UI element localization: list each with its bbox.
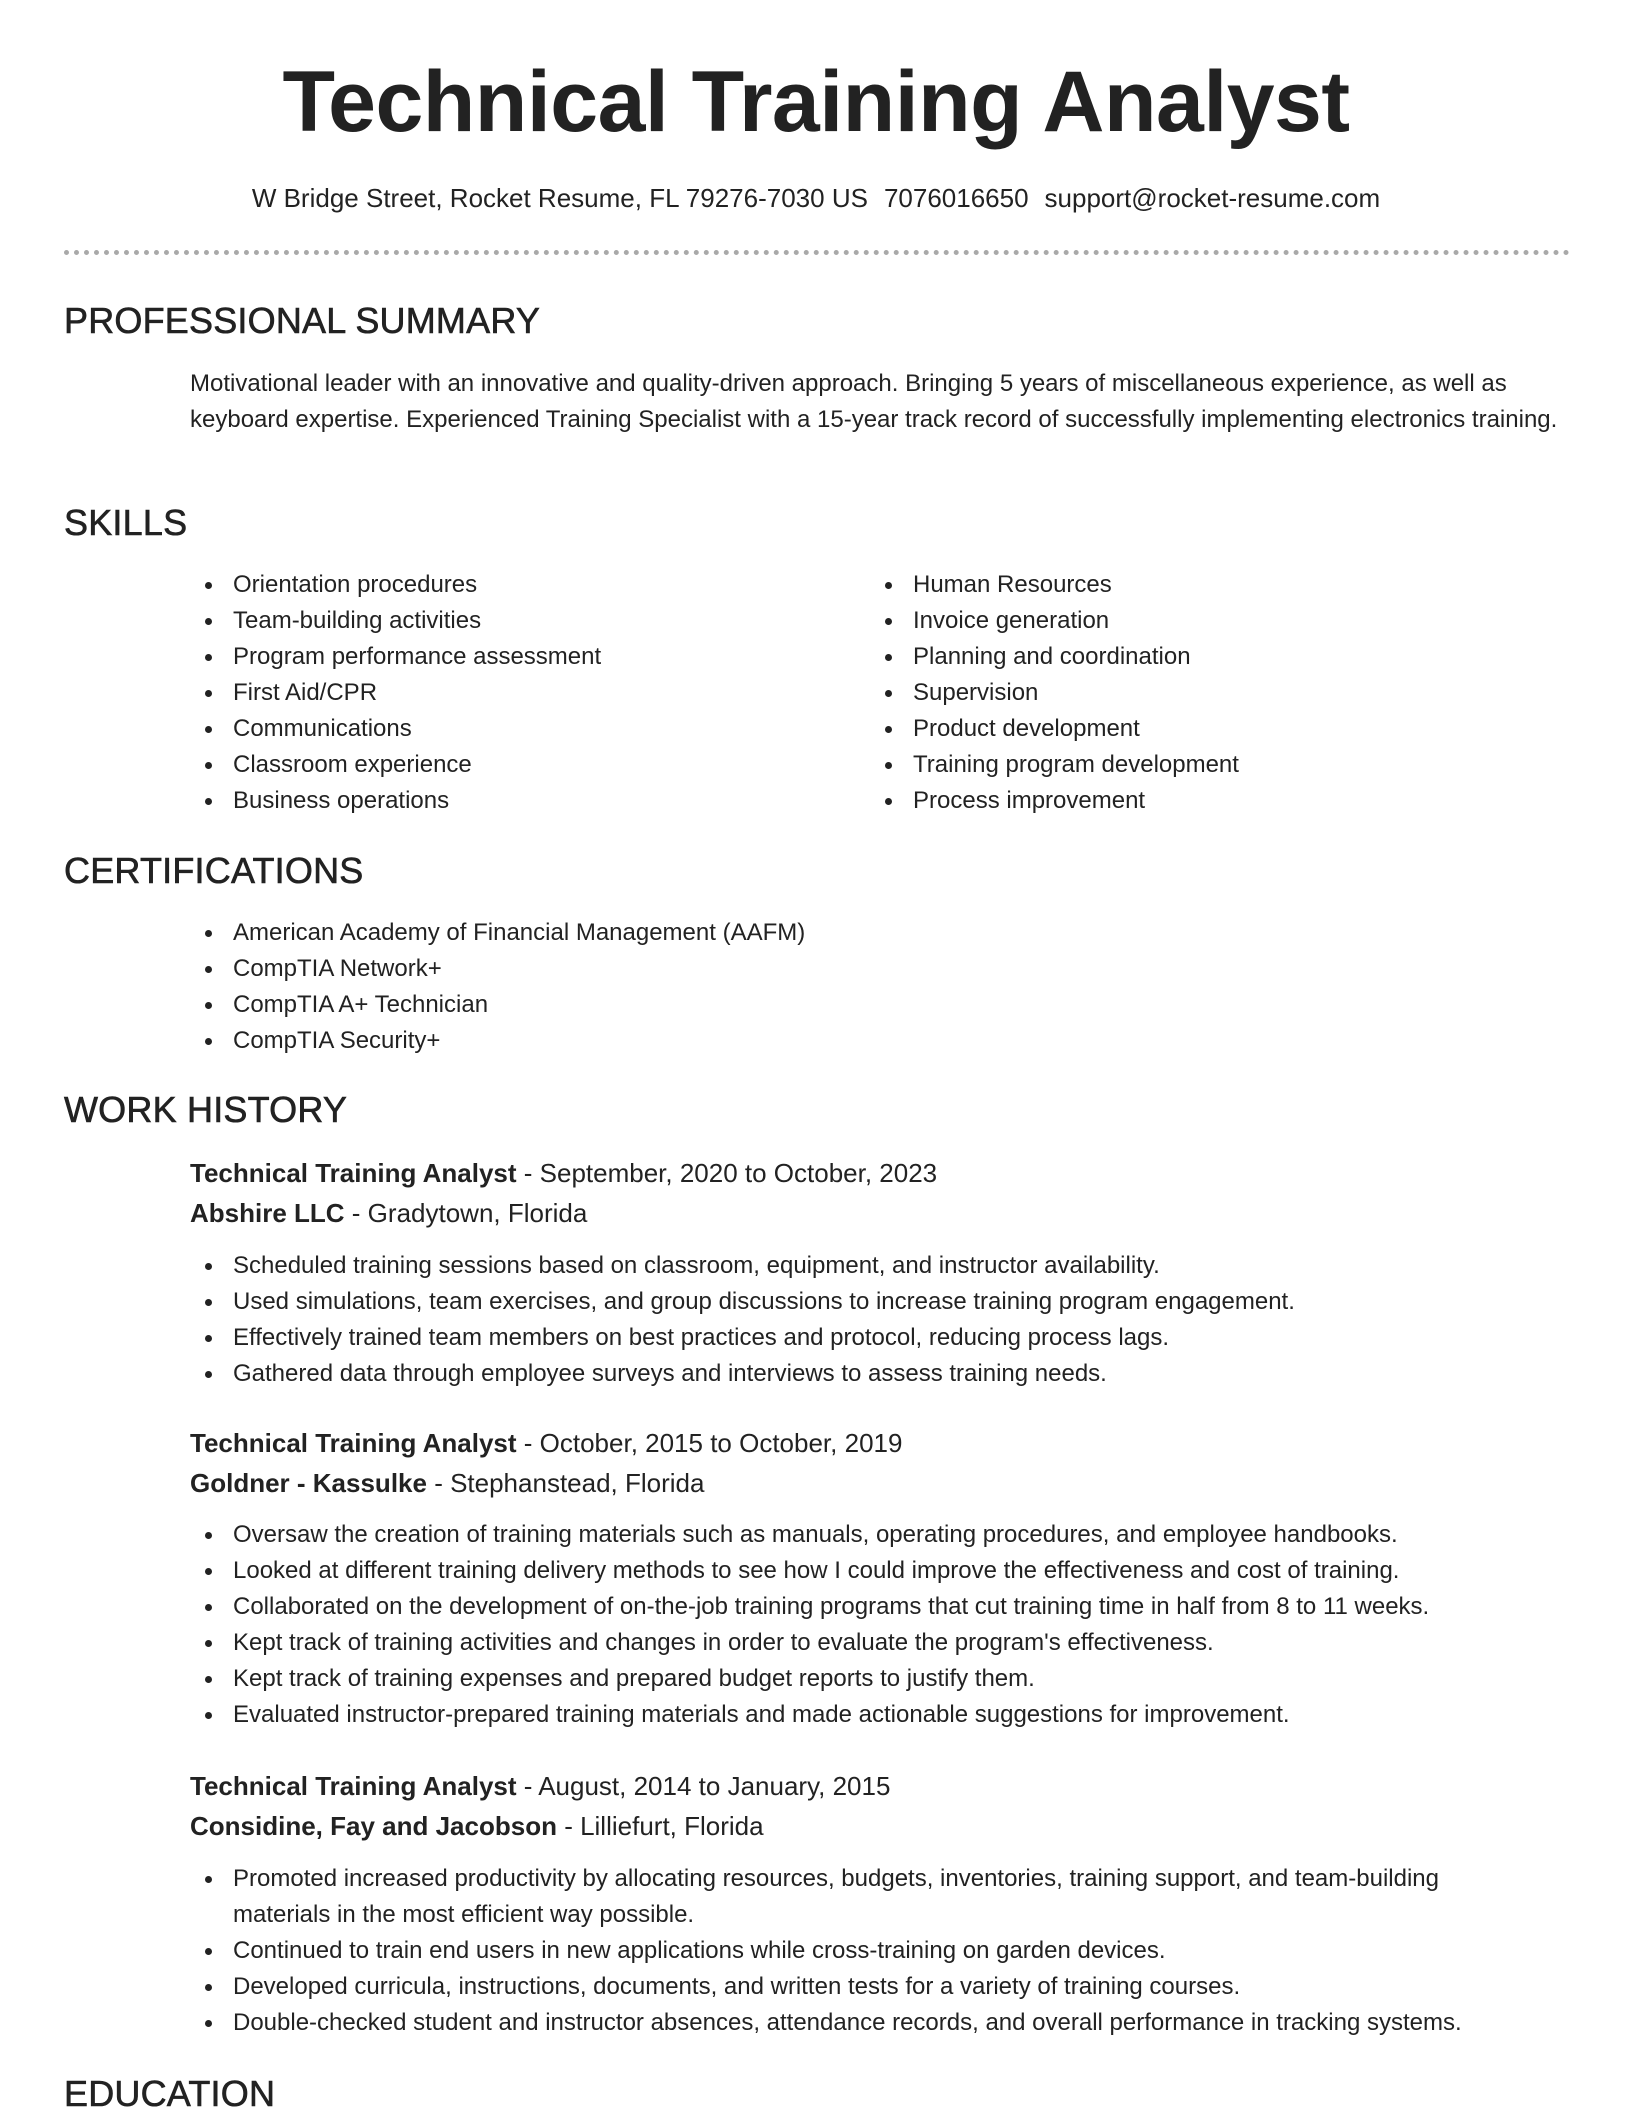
job-bullet: Double-checked student and instructor absences, attendance records, and overall performance in tracking systems.	[190, 2005, 1520, 2041]
job-bullet: Evaluated instructor-prepared training materials and made actionable suggestions for improvement.	[190, 1697, 1570, 1733]
certifications-heading: CERTIFICATIONS	[64, 850, 364, 891]
job-dates: - October, 2015 to October, 2019	[516, 1428, 903, 1458]
certification-item: CompTIA Security+	[190, 1023, 1490, 1059]
job-bullet: Gathered data through employee surveys and interviews to assess training needs.	[190, 1356, 1570, 1392]
job-bullets	[190, 1248, 1570, 1392]
skill-item: Product development	[870, 711, 1490, 747]
job-company-line	[190, 1465, 704, 1501]
job-title: Technical Training Analyst	[190, 1158, 517, 1188]
header-divider	[64, 250, 1570, 255]
job-bullet: Continued to train end users in new applications while cross-training on garden devices.	[190, 1933, 1520, 1969]
certification-item: CompTIA A+ Technician	[190, 987, 1490, 1023]
contact-line	[0, 180, 1632, 216]
job-bullet: Promoted increased productivity by allocating resources, budgets, inventories, training support, and team-building materials in the most efficient way possible.	[190, 1861, 1520, 1933]
skill-item: Training program development	[870, 747, 1490, 783]
education-heading: EDUCATION	[64, 2073, 276, 2114]
job-bullet: Collaborated on the development of on-the-job training programs that cut training time in half from 8 to 11 weeks.	[190, 1589, 1570, 1625]
job-title-line	[190, 1155, 937, 1191]
skills-list-right	[870, 567, 1490, 819]
contact-address: W Bridge Street, Rocket Resume, FL 79276-7030 US	[251, 183, 868, 213]
skills-heading: SKILLS	[64, 502, 188, 543]
job-bullet: Developed curricula, instructions, documents, and written tests for a variety of training courses.	[190, 1969, 1520, 2005]
job-title: Technical Training Analyst	[190, 1428, 517, 1458]
job-title-line	[190, 1768, 890, 1804]
job-title-line	[190, 1425, 902, 1461]
job-bullets	[190, 1861, 1520, 2041]
skill-item: Classroom experience	[190, 747, 810, 783]
job-location: - Gradytown, Florida	[344, 1198, 588, 1228]
job-bullet: Kept track of training activities and changes in order to evaluate the program's effectiveness.	[190, 1625, 1570, 1661]
job-company: Abshire LLC	[190, 1198, 345, 1228]
job-bullet: Scheduled training sessions based on classroom, equipment, and instructor availability.	[190, 1248, 1570, 1284]
resume-name: Technical Training Analyst	[282, 54, 1350, 150]
job-bullet: Used simulations, team exercises, and group discussions to increase training program engagement.	[190, 1284, 1570, 1320]
job-bullet: Oversaw the creation of training materials such as manuals, operating procedures, and employee handbooks.	[190, 1517, 1570, 1553]
job-location: - Lilliefurt, Florida	[556, 1811, 764, 1841]
skill-item: Process improvement	[870, 783, 1490, 819]
job-location: - Stephanstead, Florida	[426, 1468, 705, 1498]
work-history-heading: WORK HISTORY	[64, 1089, 348, 1130]
skills-list-left	[190, 567, 810, 819]
job-company-line	[190, 1195, 587, 1231]
job-bullet: Effectively trained team members on best practices and protocol, reducing process lags.	[190, 1320, 1570, 1356]
skill-item: Program performance assessment	[190, 639, 810, 675]
skill-item: Human Resources	[870, 567, 1490, 603]
skill-item: Supervision	[870, 675, 1490, 711]
contact-email: support@rocket-resume.com	[1044, 183, 1381, 213]
job-title: Technical Training Analyst	[190, 1771, 517, 1801]
summary-text: Motivational leader with an innovative and quality-driven approach. Bringing 5 years of miscellaneous experience, as well as keyboard expertise. Experienced Training Specialist with a 15-year track record of successfully implementing electronics training.	[190, 370, 1558, 433]
job-company-line	[190, 1808, 764, 1844]
job-company: Goldner - Kassulke	[190, 1468, 427, 1498]
job-bullets	[190, 1517, 1570, 1733]
job-company: Considine, Fay and Jacobson	[190, 1811, 557, 1841]
certification-item: American Academy of Financial Management (AAFM)	[190, 915, 1490, 951]
skill-item: Team-building activities	[190, 603, 810, 639]
job-bullet: Looked at different training delivery methods to see how I could improve the effectiveness and cost of training.	[190, 1553, 1570, 1589]
skill-item: Orientation procedures	[190, 567, 810, 603]
certifications-list	[190, 915, 1490, 1059]
contact-phone: 7076016650	[883, 183, 1029, 213]
certification-item: CompTIA Network+	[190, 951, 1490, 987]
skill-item: Business operations	[190, 783, 810, 819]
skill-item: Planning and coordination	[870, 639, 1490, 675]
job-bullet: Kept track of training expenses and prepared budget reports to justify them.	[190, 1661, 1570, 1697]
job-dates: - August, 2014 to January, 2015	[516, 1771, 891, 1801]
summary-heading: PROFESSIONAL SUMMARY	[64, 300, 541, 341]
skill-item: Communications	[190, 711, 810, 747]
job-dates: - September, 2020 to October, 2023	[516, 1158, 938, 1188]
skill-item: Invoice generation	[870, 603, 1490, 639]
skill-item: First Aid/CPR	[190, 675, 810, 711]
